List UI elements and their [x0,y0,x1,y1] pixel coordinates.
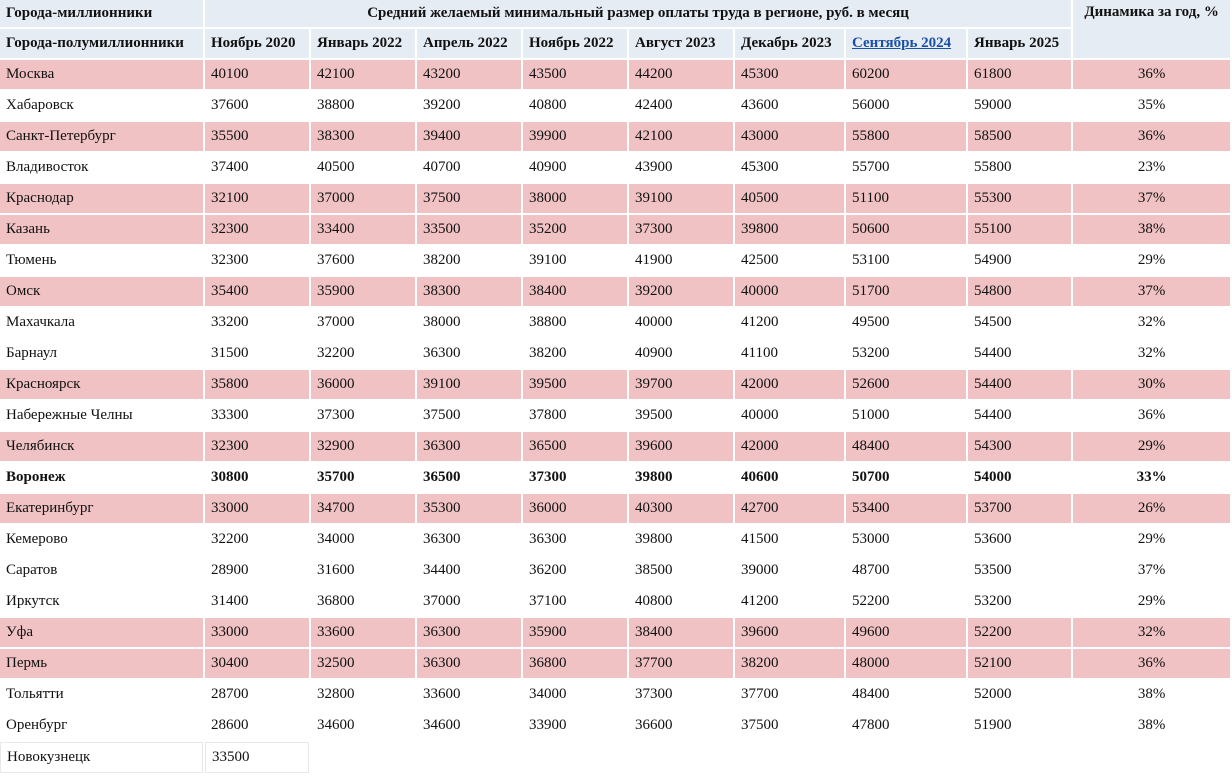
value-cell: 32200 [205,525,309,554]
value-cell: 32900 [311,432,415,461]
header-period: Апрель 2022 [417,29,521,58]
dynamics-cell: 32% [1073,308,1230,337]
city-cell: Санкт-Петербург [0,122,203,151]
value-cell: 42000 [735,432,844,461]
value-cell: 38000 [417,308,521,337]
city-cell: Тольятти [0,680,203,709]
value-cell: 32300 [205,215,309,244]
value-cell: 36300 [417,432,521,461]
table-row [0,587,1230,616]
value-cell: 38000 [523,184,627,213]
empty-cell [1073,742,1230,773]
value-cell: 39800 [629,463,733,492]
table-row [0,277,1230,306]
value-cell: 35400 [205,277,309,306]
value-cell: 40000 [735,277,844,306]
value-cell: 39600 [735,618,844,647]
value-cell: 39900 [523,122,627,151]
city-cell: Пермь [0,649,203,678]
dynamics-cell: 29% [1073,432,1230,461]
table-row [0,215,1230,244]
value-cell: 36500 [417,463,521,492]
header-period: Январь 2025 [968,29,1071,58]
city-cell: Красноярск [0,370,203,399]
value-cell: 41200 [735,587,844,616]
table-row [0,432,1230,461]
empty-cell [735,742,844,773]
value-cell: 52100 [968,649,1071,678]
value-cell: 60200 [846,60,966,89]
value-cell: 51000 [846,401,966,430]
value-cell: 52000 [968,680,1071,709]
value-cell: 33000 [205,494,309,523]
value-cell: 44200 [629,60,733,89]
value-cell: 49600 [846,618,966,647]
city-cell: Иркутск [0,587,203,616]
value-cell: 30400 [205,649,309,678]
value-cell: 32200 [311,339,415,368]
city-cell: Уфа [0,618,203,647]
value-cell: 54800 [968,277,1071,306]
value-cell: 59000 [968,91,1071,120]
value-cell: 34400 [417,556,521,585]
value-cell: 37300 [629,680,733,709]
value-cell: 56000 [846,91,966,120]
value-cell: 37500 [417,184,521,213]
table-row [0,525,1230,554]
dynamics-cell: 36% [1073,401,1230,430]
value-cell: 37700 [735,680,844,709]
value-cell: 33200 [205,308,309,337]
value-cell: 34000 [523,680,627,709]
empty-cell [417,742,521,773]
value-cell: 53400 [846,494,966,523]
dynamics-cell: 35% [1073,91,1230,120]
value-cell: 34000 [311,525,415,554]
city-cell: Новокузнецк [0,742,203,773]
city-cell: Воронеж [0,463,203,492]
value-cell: 40500 [311,153,415,182]
table-row [0,401,1230,430]
value-cell: 40900 [629,339,733,368]
value-cell: 33400 [311,215,415,244]
value-cell: 61800 [968,60,1071,89]
value-cell: 36300 [523,525,627,554]
dynamics-cell: 37% [1073,277,1230,306]
value-cell: 53100 [846,246,966,275]
value-cell: 30800 [205,463,309,492]
value-cell: 35200 [523,215,627,244]
dynamics-cell: 29% [1073,587,1230,616]
table-row [0,339,1230,368]
empty-cell [968,742,1071,773]
value-cell: 31400 [205,587,309,616]
value-cell: 39200 [417,91,521,120]
value-cell: 50600 [846,215,966,244]
empty-cell [846,742,966,773]
value-cell: 54500 [968,308,1071,337]
table-row [0,680,1230,709]
value-cell: 41500 [735,525,844,554]
city-cell: Краснодар [0,184,203,213]
value-cell: 55800 [846,122,966,151]
value-cell: 45300 [735,153,844,182]
table-row [0,711,1230,740]
value-cell: 40800 [523,91,627,120]
table-row [0,618,1230,647]
dynamics-cell: 30% [1073,370,1230,399]
value-cell: 36500 [523,432,627,461]
value-cell: 37600 [205,91,309,120]
value-cell: 36000 [523,494,627,523]
value-cell: 43600 [735,91,844,120]
city-cell: Хабаровск [0,91,203,120]
value-cell: 42500 [735,246,844,275]
city-cell: Казань [0,215,203,244]
table-row [0,60,1230,89]
value-cell: 33500 [205,742,309,773]
value-cell: 51900 [968,711,1071,740]
city-cell: Омск [0,277,203,306]
value-cell: 40900 [523,153,627,182]
value-cell: 37700 [629,649,733,678]
value-cell: 52200 [846,587,966,616]
value-cell: 37300 [629,215,733,244]
value-cell: 35900 [523,618,627,647]
value-cell: 36600 [629,711,733,740]
value-cell: 51100 [846,184,966,213]
value-cell: 33600 [311,618,415,647]
table-row [0,649,1230,678]
dynamics-cell: 26% [1073,494,1230,523]
value-cell: 40300 [629,494,733,523]
city-cell: Челябинск [0,432,203,461]
value-cell: 53500 [968,556,1071,585]
city-cell: Екатеринбург [0,494,203,523]
value-cell: 37800 [523,401,627,430]
value-cell: 37600 [311,246,415,275]
value-cell: 39700 [629,370,733,399]
value-cell: 50700 [846,463,966,492]
value-cell: 39600 [629,432,733,461]
value-cell: 40800 [629,587,733,616]
header-group-title: Средний желаемый минимальный размер оплаты труда в регионе, руб. в месяц [205,0,1071,27]
value-cell: 38300 [311,122,415,151]
value-cell: 42100 [629,122,733,151]
value-cell: 42400 [629,91,733,120]
value-cell: 54400 [968,339,1071,368]
header-period: Январь 2022 [311,29,415,58]
dynamics-cell: 29% [1073,525,1230,554]
value-cell: 47800 [846,711,966,740]
dynamics-cell: 33% [1073,463,1230,492]
value-cell: 48000 [846,649,966,678]
empty-cell [311,742,415,773]
value-cell: 31600 [311,556,415,585]
header-corner-top: Города-миллионники [0,0,203,27]
value-cell: 36800 [523,649,627,678]
value-cell: 48700 [846,556,966,585]
value-cell: 37400 [205,153,309,182]
dynamics-cell: 36% [1073,649,1230,678]
value-cell: 38400 [523,277,627,306]
value-cell: 39800 [735,215,844,244]
dynamics-cell: 36% [1073,122,1230,151]
dynamics-cell: 29% [1073,246,1230,275]
value-cell: 39000 [735,556,844,585]
value-cell: 35700 [311,463,415,492]
value-cell: 37100 [523,587,627,616]
value-cell: 52200 [968,618,1071,647]
table-row [0,122,1230,151]
value-cell: 36300 [417,339,521,368]
table-row [0,308,1230,337]
header-period[interactable] [846,29,966,58]
value-cell: 40500 [735,184,844,213]
empty-cell [523,742,627,773]
value-cell: 36800 [311,587,415,616]
value-cell: 38500 [629,556,733,585]
value-cell: 41900 [629,246,733,275]
value-cell: 43900 [629,153,733,182]
table-row [0,742,1230,773]
value-cell: 54400 [968,401,1071,430]
value-cell: 43000 [735,122,844,151]
value-cell: 38800 [311,91,415,120]
city-cell: Владивосток [0,153,203,182]
table-row [0,184,1230,213]
value-cell: 55100 [968,215,1071,244]
value-cell: 34700 [311,494,415,523]
value-cell: 43500 [523,60,627,89]
value-cell: 33000 [205,618,309,647]
value-cell: 32800 [311,680,415,709]
value-cell: 40000 [629,308,733,337]
table-row [0,91,1230,120]
city-cell: Барнаул [0,339,203,368]
table-row [0,494,1230,523]
value-cell: 55700 [846,153,966,182]
value-cell: 40600 [735,463,844,492]
city-cell: Саратов [0,556,203,585]
table-row [0,463,1230,492]
value-cell: 39400 [417,122,521,151]
value-cell: 41200 [735,308,844,337]
value-cell: 41100 [735,339,844,368]
dynamics-cell: 38% [1073,215,1230,244]
value-cell: 58500 [968,122,1071,151]
value-cell: 53200 [846,339,966,368]
table-row [0,246,1230,275]
value-cell: 39100 [629,184,733,213]
value-cell: 53700 [968,494,1071,523]
value-cell: 36200 [523,556,627,585]
value-cell: 51700 [846,277,966,306]
city-cell: Оренбург [0,711,203,740]
value-cell: 33300 [205,401,309,430]
value-cell: 39500 [629,401,733,430]
value-cell: 40700 [417,153,521,182]
value-cell: 33600 [417,680,521,709]
value-cell: 32500 [311,649,415,678]
header-period: Ноябрь 2022 [523,29,627,58]
value-cell: 39200 [629,277,733,306]
empty-cell [629,742,733,773]
value-cell: 32300 [205,246,309,275]
value-cell: 37000 [417,587,521,616]
value-cell: 33500 [417,215,521,244]
city-cell: Набережные Челны [0,401,203,430]
header-period: Ноябрь 2020 [205,29,309,58]
value-cell: 42100 [311,60,415,89]
header-dynamics: Динамика за год, % [1073,0,1230,58]
dynamics-cell: 37% [1073,556,1230,585]
value-cell: 34600 [311,711,415,740]
header-corner-bottom: Города-полумиллионники [0,29,203,58]
value-cell: 52600 [846,370,966,399]
value-cell: 37000 [311,184,415,213]
value-cell: 54400 [968,370,1071,399]
value-cell: 31500 [205,339,309,368]
value-cell: 54300 [968,432,1071,461]
value-cell: 39500 [523,370,627,399]
value-cell: 49500 [846,308,966,337]
table-row [0,153,1230,182]
dynamics-cell: 38% [1073,680,1230,709]
city-cell: Махачкала [0,308,203,337]
city-cell: Москва [0,60,203,89]
value-cell: 45300 [735,60,844,89]
value-cell: 39100 [523,246,627,275]
value-cell: 42000 [735,370,844,399]
value-cell: 36000 [311,370,415,399]
dynamics-cell: 23% [1073,153,1230,182]
dynamics-cell: 36% [1073,60,1230,89]
value-cell: 28700 [205,680,309,709]
value-cell: 37300 [523,463,627,492]
value-cell: 35300 [417,494,521,523]
value-cell: 28600 [205,711,309,740]
header-period: Август 2023 [629,29,733,58]
value-cell: 38200 [735,649,844,678]
value-cell: 38400 [629,618,733,647]
dynamics-cell: 32% [1073,618,1230,647]
table-row [0,556,1230,585]
value-cell: 35800 [205,370,309,399]
value-cell: 32100 [205,184,309,213]
value-cell: 39100 [417,370,521,399]
value-cell: 48400 [846,680,966,709]
value-cell: 35500 [205,122,309,151]
header-period: Декабрь 2023 [735,29,844,58]
value-cell: 38800 [523,308,627,337]
dynamics-cell: 37% [1073,184,1230,213]
value-cell: 37300 [311,401,415,430]
value-cell: 35900 [311,277,415,306]
city-cell: Кемерово [0,525,203,554]
value-cell: 54900 [968,246,1071,275]
value-cell: 28900 [205,556,309,585]
period-link[interactable]: Сентябрь 2024 [852,35,952,51]
value-cell: 36300 [417,649,521,678]
value-cell: 42700 [735,494,844,523]
value-cell: 55800 [968,153,1071,182]
value-cell: 38300 [417,277,521,306]
value-cell: 53600 [968,525,1071,554]
value-cell: 40100 [205,60,309,89]
value-cell: 53000 [846,525,966,554]
value-cell: 34600 [417,711,521,740]
dynamics-cell: 38% [1073,711,1230,740]
value-cell: 54000 [968,463,1071,492]
value-cell: 33900 [523,711,627,740]
value-cell: 40000 [735,401,844,430]
value-cell: 39800 [629,525,733,554]
dynamics-cell: 32% [1073,339,1230,368]
value-cell: 36300 [417,618,521,647]
value-cell: 38200 [523,339,627,368]
city-cell: Тюмень [0,246,203,275]
value-cell: 37500 [735,711,844,740]
value-cell: 37000 [311,308,415,337]
value-cell: 53200 [968,587,1071,616]
value-cell: 38200 [417,246,521,275]
value-cell: 32300 [205,432,309,461]
table-row [0,370,1230,399]
value-cell: 37500 [417,401,521,430]
value-cell: 55300 [968,184,1071,213]
value-cell: 48400 [846,432,966,461]
value-cell: 43200 [417,60,521,89]
value-cell: 36300 [417,525,521,554]
